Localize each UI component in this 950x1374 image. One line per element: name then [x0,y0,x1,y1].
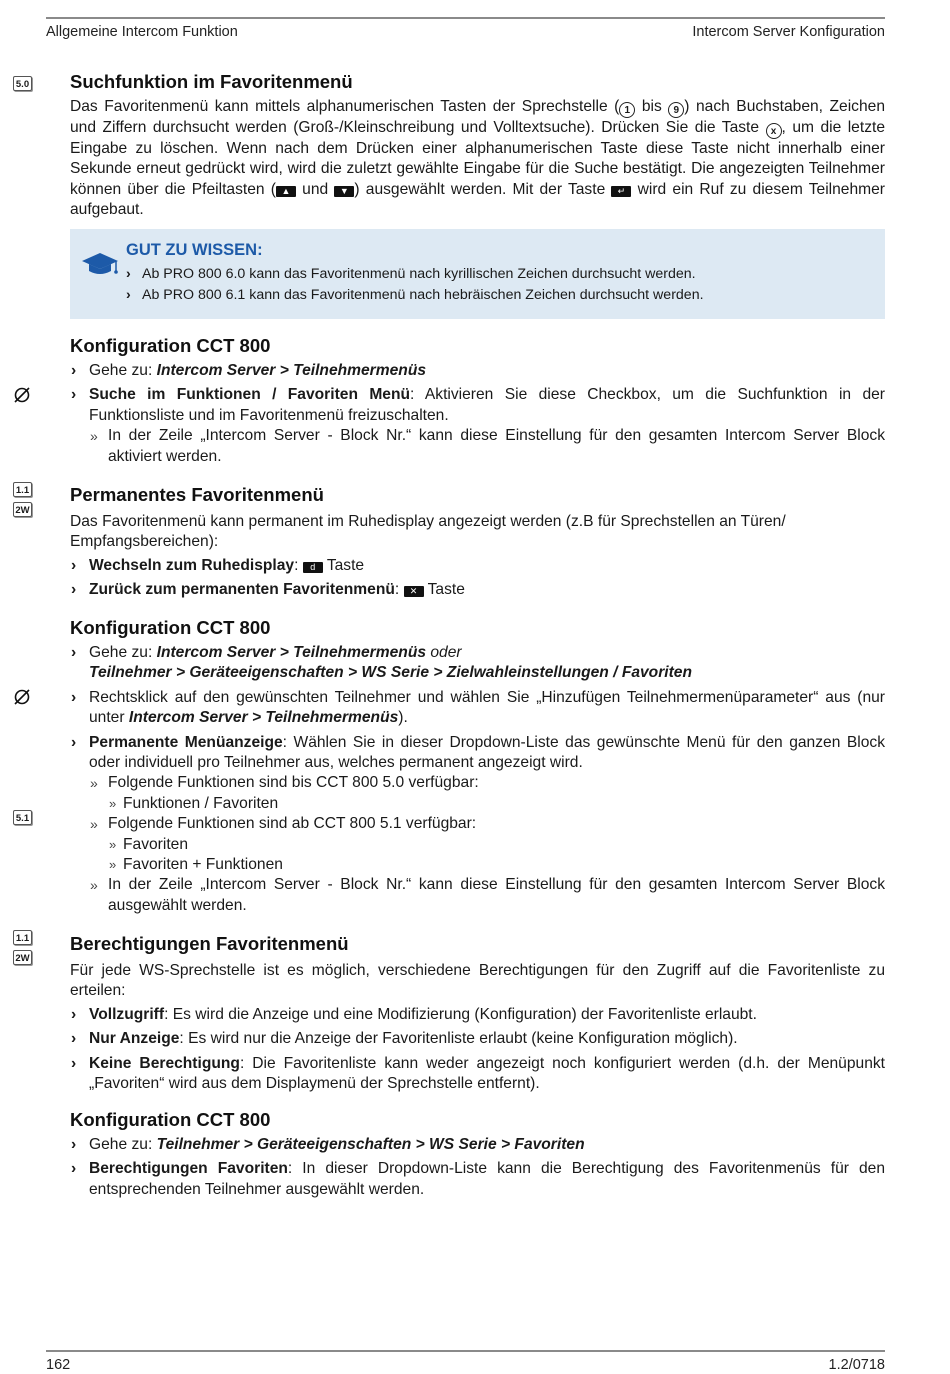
list-item: › Zurück zum permanenten Favoritenmenü: ✕ Taste [71,581,465,599]
paragraph: Für jede WS-Sprechstelle ist es möglich, verschiedene Berechtigungen für den Zugriff auf die Favoritenliste zu erteilen: [70,962,885,1000]
wire-badge: 2W [13,950,32,965]
sub-list-item: » In der Zeile „Intercom Server - Block Nr.“ kann diese Einstellung für den gesamten Intercom Server Block aktiviert werden. [90,427,885,465]
tip-box [70,229,885,319]
version-badge: 5.0 [13,76,32,91]
header-right: Intercom Server Konfiguration [692,24,885,40]
section-config-1 [70,334,885,467]
paragraph: Das Favoritenmenü kann permanent im Ruhedisplay angezeigt werden (z.B für Sprechstellen an Türen/ Empfangsbereichen): [70,513,786,551]
section-title: Konfiguration CCT 800 [70,617,271,638]
display-key-icon: d [303,562,323,573]
list-item: › Gehe zu: Intercom Server > Teilnehmermenüs [71,362,427,379]
list-item: › Permanente Menüanzeige: Wählen Sie in dieser Dropdown-Liste das gewünschte Menü für den ganzen Block oder individuell pro Teilnehmer aus, welches permanent angezeigt wird. » Folgende Funktionen sind bis CCT 800 5.0 verfügbar: » Funktionen / Favoriten » Folgende Funktionen sind ab CCT 800 5.1 verfügbar: » Favoriten » Favoriten + Funktionen » In der Zeile „Intercom Server - Block Nr.“ kann diese Einstellung für den gesamten Intercom Server Block ausgewählt werden. [70,733,885,917]
footer-rule [46,1350,885,1352]
not-available-icon [12,385,32,405]
sub-list-item: » Folgende Funktionen sind bis CCT 800 5.0 verfügbar: » Funktionen / Favoriten [89,773,885,814]
list-item: › Ab PRO 800 6.0 kann das Favoritenmenü nach kyrillischen Zeichen durchsucht werden. [126,266,696,282]
sub-list-item: » In der Zeile „Intercom Server - Block Nr.“ kann diese Einstellung für den gesamten Intercom Server Block ausgewählt werden. [90,876,885,914]
arrow-up-key-icon: ▲ [276,186,296,197]
version-badge: 5.1 [13,810,32,825]
key-delete-icon: x [766,123,782,139]
section-title: Berechtigungen Favoritenmenü [70,933,349,954]
list-item: › Gehe zu: Intercom Server > Teilnehmermenüs oder Teilnehmer > Geräteeigenschaften > WS Serie > Zielwahleinstellungen / Favoriten [71,644,693,682]
paragraph: Das Favoritenmenü kann mittels alphanumerischen Tasten der Sprechstelle ( 1 bis 9 ) nach Buchstaben, Zeichen und Ziffern durchsucht werden (Groß-/Kleinschreibung und Volltextsuche). Drücken Sie die Taste x , um die letzte Eingabe zu löschen. Wenn nach dem Drücken einer alphanumerischen Taste diese Taste nicht innerhalb einer Sekunde erneut gedrückt wird, wird die zuletzt gewählte Eingabe für die Suche bestätigt. Die angezeigten Teilnehmer können über die Pfeiltasten ( ▲ und ▼ ) ausgewählt werden. Mit der Taste ↵ wird ein Ruf zu diesem Teilnehmer aufgebaut. [70,98,885,219]
list-item: › Wechseln zum Ruhedisplay: d Taste [71,556,365,574]
list-item: › Nur Anzeige: Es wird nur die Anzeige der Favoritenliste erlaubt (keine Konfiguration möglich). [71,1030,738,1048]
document-version: 1.2/0718 [828,1357,885,1373]
list-item: › Keine Berechtigung: Die Favoritenliste kann weder angezeigt noch konfiguriert werden (d.h. der Menüpunkt „Favoriten“ wird aus dem Displaymenü der Sprechstelle entfernt). [71,1054,885,1093]
section-title: Suchfunktion im Favoritenmenü [70,71,353,92]
list-item: › Ab PRO 800 6.1 kann das Favoritenmenü nach hebräischen Zeichen durchsucht werden. [126,287,704,303]
header-rule [46,17,885,19]
version-badge: 1.1 [13,930,32,945]
section-permissions [70,932,885,1094]
list-item: › Gehe zu: Teilnehmer > Geräteeigenschaften > WS Serie > Favoriten [71,1136,585,1153]
section-config-3 [70,1108,885,1200]
tip-list [126,264,704,306]
section-title: Konfiguration CCT 800 [70,1109,271,1130]
sub-sub-list-item: » Funktionen / Favoriten [109,794,279,812]
sub-sub-list-item: » Favoriten + Funktionen [109,856,283,874]
header-left: Allgemeine Intercom Funktion [46,24,238,40]
section-permanent [70,483,885,601]
page-number: 162 [46,1357,71,1373]
version-badge: 1.1 [13,482,32,497]
section-config-2 [70,616,885,916]
list-item: › Suche im Funktionen / Favoriten Menü: Aktivieren Sie diese Checkbox, um die Suchfunktion in der Funktionsliste und im Favoritenmenü freizuschalten. » In der Zeile „Intercom Server - Block Nr.“ kann diese Einstellung für den gesamten Intercom Server Block aktiviert werden. [70,385,885,467]
list-item: › Rechtsklick auf den gewünschten Teilnehmer und wählen Sie „Hinzufügen Teilnehmermenüparameter“ aus (nur unter Intercom Server > Teilnehmermenüs). [71,688,885,727]
graduation-cap-icon [80,249,120,279]
cancel-key-icon: ✕ [404,586,424,597]
not-available-icon [12,687,32,707]
list-item: › Berechtigungen Favoriten: In dieser Dropdown-Liste kann die Berechtigung des Favoritenmenüs für den entsprechenden Teilnehmer ausgewählt werden. [71,1160,885,1198]
sub-sub-list-item: » Favoriten [109,835,189,853]
arrow-down-key-icon: ▼ [334,186,354,197]
enter-key-icon: ↵ [611,186,631,197]
wire-badge: 2W [13,502,32,517]
section-title: Permanentes Favoritenmenü [70,484,324,505]
section-title: Konfiguration CCT 800 [70,335,271,356]
key-9-icon: 9 [668,102,684,118]
key-1-icon: 1 [619,102,635,118]
sub-list-item: » Folgende Funktionen sind ab CCT 800 5.1 verfügbar: » Favoriten » Favoriten + Funktionen [89,814,885,875]
list-item: › Vollzugriff: Es wird die Anzeige und eine Modifizierung (Konfiguration) der Favoritenliste erlaubt. [71,1005,757,1023]
tip-title: GUT ZU WISSEN: [126,241,263,259]
section-search [70,70,885,221]
